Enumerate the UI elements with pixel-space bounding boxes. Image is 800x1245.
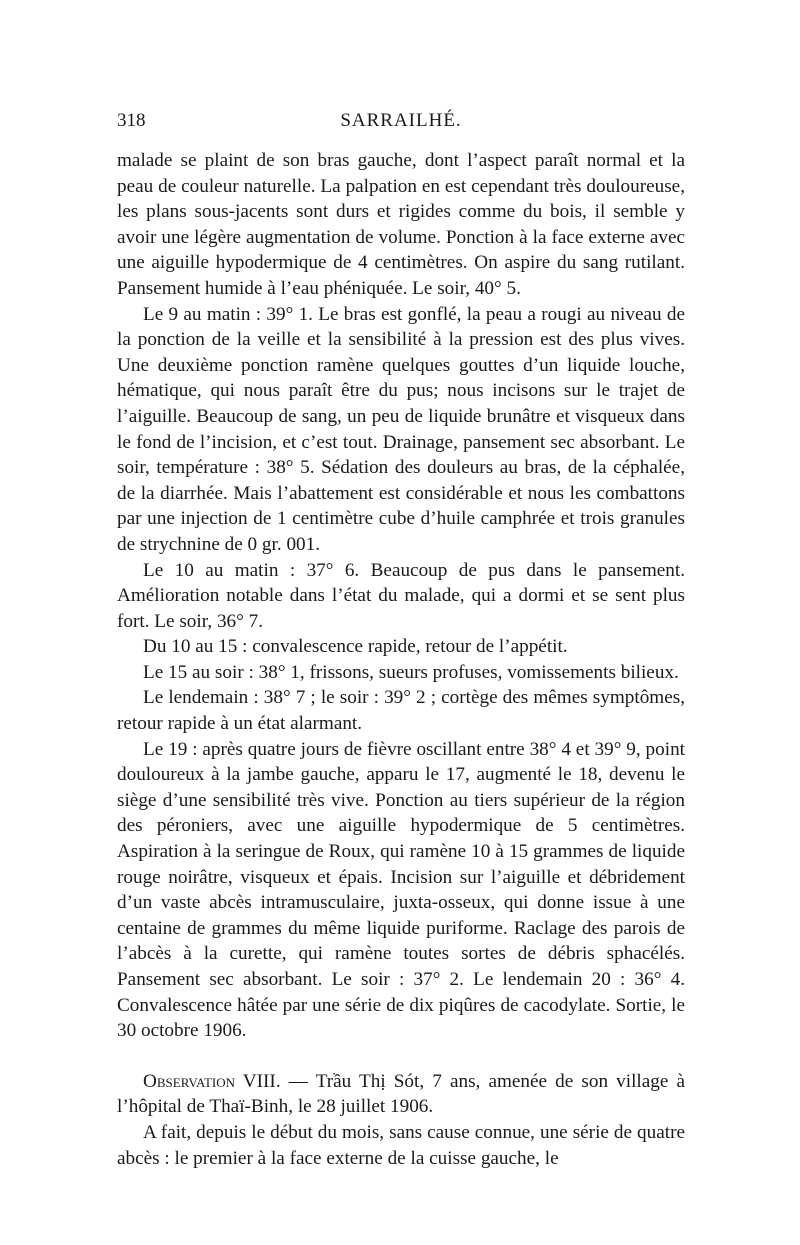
paragraph-lendemain: Le lendemain : 38° 7 ; le soir : 39° 2 ; cortège des mêmes symptômes, retour rapide à un état alarmant. <box>117 687 685 735</box>
paragraph-day-19: Le 19 : après quatre jours de fièvre oscillant entre 38° 4 et 39° 9, point douloureux à la jambe gauche, apparu le 17, augmenté le 18, devenu le siège d’une sensibilité très vive. Ponction au tiers supérieur de la région des péroniers, avec une aiguille hypodermique de 5 centimètres. Aspiration à la seringue de Roux, qui ramène 10 à 15 grammes de liquide rouge noirâtre, visqueux et épais. Incision sur l’aiguille et débridement d’un vaste abcès intramusculaire, juxta-osseux, qui donne issue à une centaine de grammes du même liquide puriforme. Raclage des parois de l’abcès à la curette, qui ramène toutes sortes de débris sphacélés. Pansement sec absorbant. Le soir : 37° 2. Le lendemain 20 : 36° 4. Convalescence hâtée par une série de dix piqûres de cacodylate. Sortie, le 30 octobre 1906. <box>117 738 685 1042</box>
paragraph-continued: malade se plaint de son bras gauche, dont l’aspect paraît normal et la peau de couleur naturelle. La palpation en est cependant très douloureuse, les plans sous-jacents sont durs et rigides comme du bois, il semble y avoir une légère augmentation de volume. Ponction à la face externe avec une aiguille hypodermique de 4 centimètres. On aspire du sang rutilant. Pansement humide à l’eau phéniquée. Le soir, 40° 5. <box>117 150 685 299</box>
paragraph-day-15: Le 15 au soir : 38° 1, frissons, sueurs profuses, vomissements bilieux. <box>143 661 679 683</box>
running-title: SARRAILHÉ. <box>340 110 462 131</box>
paragraph-observation-history: A fait, depuis le début du mois, sans cause connue, une série de quatre abcès : le premier à la face externe de la cuisse gauche, le <box>117 1121 685 1169</box>
page-number: 318 <box>117 110 146 131</box>
observation-label: Observation VIII. <box>143 1070 281 1092</box>
running-head <box>117 110 685 140</box>
observation-heading-paragraph <box>117 1069 685 1120</box>
paragraph-day-10-15: Du 10 au 15 : convalescence rapide, retour de l’appétit. <box>143 636 568 658</box>
observation-text: — Trầu Thị Sót, 7 ans, amenée de son village à l’hôpital de Thaï-Binh, le 28 juillet 1906. <box>117 1070 685 1118</box>
paragraph-day-10: Le 10 au matin : 37° 6. Beaucoup de pus dans le pansement. Amélioration notable dans l’état du malade, qui a dormi et se sent plus fort. Le soir, 36° 7. <box>117 559 685 632</box>
body-text <box>117 148 685 1171</box>
paragraph-day-9: Le 9 au matin : 39° 1. Le bras est gonflé, la peau a rougi au niveau de la ponction de la veille et la sensibilité à la pression est des plus vives. Une deuxième ponction ramène quelques gouttes d’un liquide louche, hématique, qui nous paraît être du pus; nous incisons sur le trajet de l’aiguille. Beaucoup de sang, un peu de liquide brunâtre et visqueux dans le fond de l’incision, et c’est tout. Drainage, pansement sec absorbant. Le soir, température : 38° 5. Sédation des douleurs au bras, de la céphalée, de la diarrhée. Mais l’abattement est considérable et nous les combattons par une injection de 1 centimètre cube d’huile camphrée et trois granules de strychnine de 0 gr. 001. <box>117 303 685 555</box>
